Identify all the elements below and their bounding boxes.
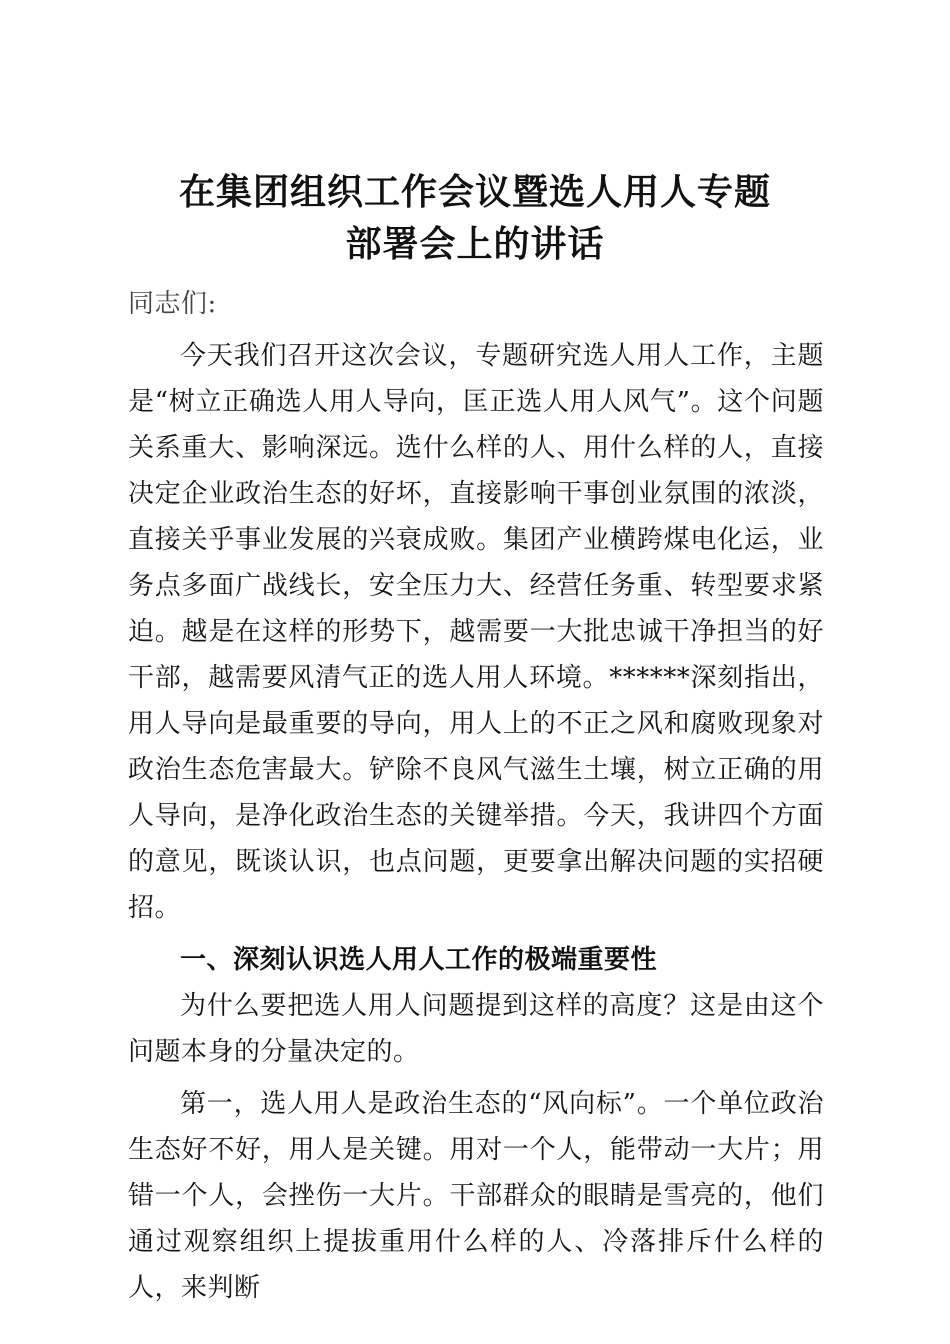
paragraph-first-point-lead: 第一，选人用人是政治生态的“风向标”。	[180, 1089, 664, 1119]
paragraph-intro: 今天我们召开这次会议，专题研究选人用人工作，主题是“树立正确选人用人导向，匡正选人用人风气”。这个问题关系重大、影响深远。选什么样的人、用什么样的人，直接决定企业政治生态的好坏，直接影响干事创业氛围的浓淡，直接关乎事业发展的兴衰成败。集团产业横跨煤电化运，业务点多面广战线长，安全压力大、经营任务重、转型要求紧迫。越是在这样的形势下，越需要一大批忠诚干净担当的好干部，越需要风清气正的选人用人环境。******深刻指出，用人导向是最重要的导向，用人上的不正之风和腐败现象对政治生态危害最大。铲除不良风气滋生土壤，树立正确的用人导向，是净化政治生态的关键举措。今天，我讲四个方面的意见，既谈认识，也点问题，更要拿出解决问题的实招硬招。	[128, 341, 824, 923]
document-body	[128, 281, 824, 1311]
paragraph-first-point-text: 一个单位政治生态好不好，用人是关键。用对一个人，能带动一大片；用错一个人，会挫伤一大片。干部群众的眼睛是雪亮的，他们通过观察组织上提拔重用什么样的人、冷落排斥什么样的人，来判断	[128, 1089, 824, 1303]
paragraph-first-point	[128, 1081, 824, 1311]
paragraph-section1-intro: 为什么要把选人用人问题提到这样的高度？这是由这个问题本身的分量决定的。	[128, 991, 824, 1067]
salutation: 同志们:	[128, 289, 217, 319]
document-title-line1: 在集团组织工作会议暨选人用人专题	[178, 171, 771, 213]
document-title-line2: 部署会上的讲话	[345, 223, 605, 265]
section-heading-1: 一、深刻认识选人用人工作的极端重要性	[180, 945, 658, 975]
